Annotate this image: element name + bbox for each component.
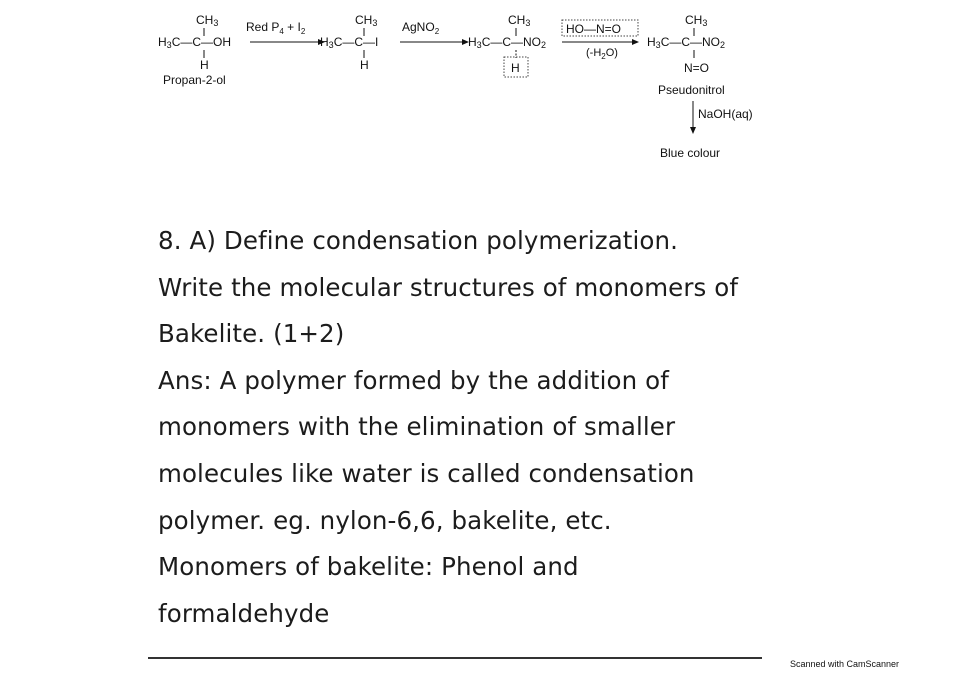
svg-text:(-H2O): $(-H_2O)$ — [586, 47, 618, 61]
svg-text:H: H — [200, 58, 209, 72]
svg-text:CH3: CH3 — [355, 13, 378, 28]
svg-text:CH3: CH3 — [196, 13, 219, 28]
answer-line: molecules like water is called condensation — [158, 458, 695, 488]
question-line: Write the molecular structures of monomers of — [158, 272, 739, 302]
blue-colour-label: Blue colour — [660, 146, 721, 160]
svg-text:CH3: CH3 — [508, 13, 531, 28]
propan-2-ol-label: Propan-2-ol — [163, 73, 226, 87]
2-nitropropane-structure — [468, 13, 546, 77]
svg-text:H3C—C—NO2: H3C—C—NO2 — [468, 35, 547, 50]
question-line: 8. A) Define condensation polymerization. — [158, 226, 679, 255]
svg-text:Red P4 + I2: Red $P_4 + I_2$ — [246, 20, 306, 36]
svg-text:H: H — [360, 58, 369, 72]
divider-line — [148, 657, 762, 659]
2-iodopropane-structure — [320, 13, 378, 72]
svg-text:AgNO2: AgNO$_2$ — [402, 20, 440, 36]
propan-2-ol-structure — [158, 13, 231, 87]
svg-text:H: H — [511, 61, 520, 75]
answer-line: Ans: A polymer formed by the addition of — [158, 365, 669, 395]
arrow-red-p — [246, 20, 325, 45]
answer-line: Monomers of bakelite: Phenol and — [158, 552, 579, 582]
arrow-agno2 — [400, 20, 469, 45]
svg-text:H3C—C—I: H3C—C—I — [320, 35, 379, 50]
question-answer-block — [158, 218, 858, 637]
pseudonitrol-label: Pseudonitrol — [658, 83, 725, 97]
answer-line: formaldehyde — [158, 598, 330, 628]
answer-line: polymer. eg. nylon-6,6, bakelite, etc. — [158, 505, 612, 535]
pseudonitrol-structure — [647, 13, 725, 97]
arrow-naoh — [690, 101, 753, 134]
svg-text:H3C—C—OH: H3C—C—OH — [158, 35, 232, 50]
scanner-watermark: Scanned with CamScanner — [790, 659, 900, 669]
question-line: Bakelite. (1+2) — [158, 319, 345, 349]
svg-text:CH3: CH3 — [685, 13, 708, 28]
svg-text:N=O: N=O — [684, 61, 710, 75]
svg-text:NaOH(aq): NaOH(aq) — [698, 107, 753, 121]
svg-text:H3C—C—NO2: H3C—C—NO2 — [647, 35, 726, 50]
reaction-scheme — [0, 0, 960, 175]
answer-line: monomers with the elimination of smaller — [158, 412, 676, 442]
arrow-hono — [562, 20, 639, 61]
hono-label: HO—N=O — [566, 22, 622, 36]
